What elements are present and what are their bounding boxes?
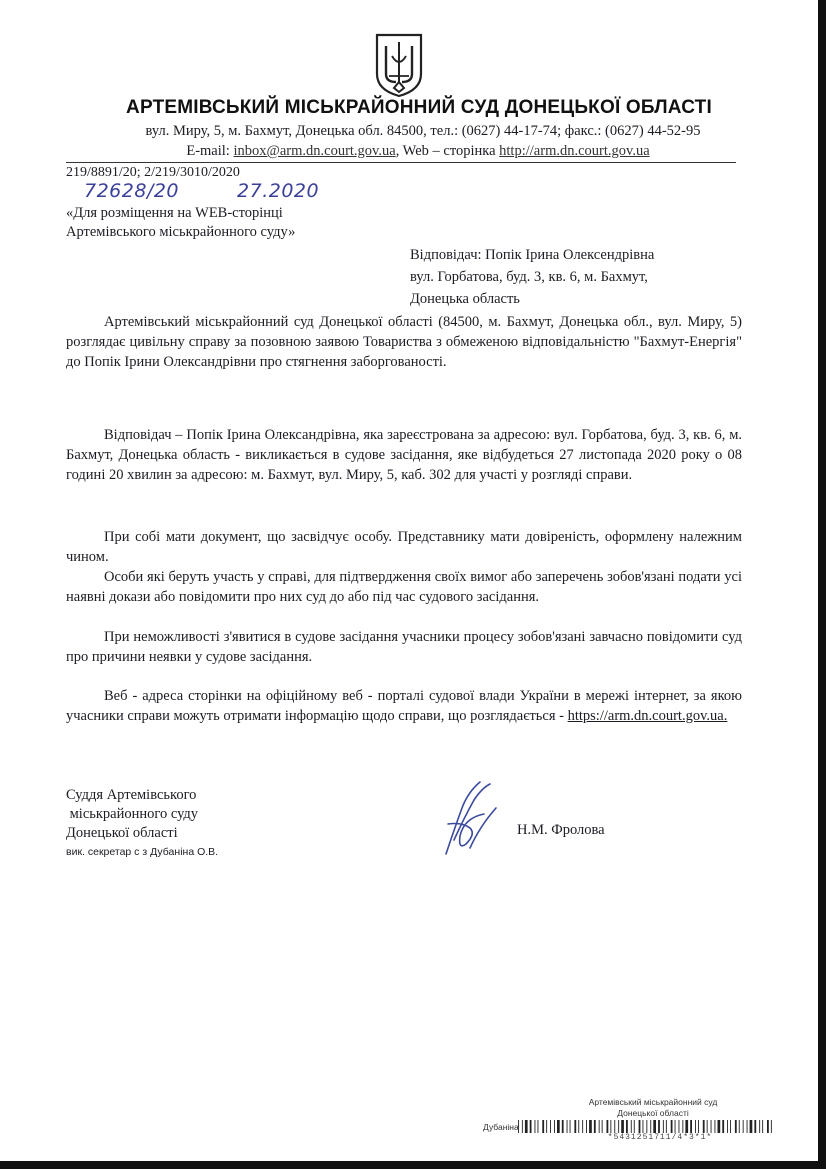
barcode-icon [518, 1120, 774, 1133]
stamp-line: Артемівський міськрайонний суд [588, 1097, 718, 1107]
judiciary-portal-link[interactable]: https://arm.dn.court.gov.ua. [567, 708, 728, 724]
body-paragraph: Відповідач – Попік Ірина Олександрівна, яка зареєстрована за адресою: вул. Горбатова, буд. 3, кв. 6, м. Бахмут, Донецька область - викликається в судове засідання, яке відбудеться 27 листопада 2020 року о 08 годині 20 хвилин за адресою: м. Бахмут, вул. Миру, 5, каб. 302 для участі у розгляді справи. [66, 427, 742, 483]
recipient-line: Донецька область [410, 291, 520, 307]
judge-title-line: Донецької області [66, 825, 178, 841]
recipient-block [410, 244, 654, 310]
court-stamp [578, 1097, 728, 1119]
body-paragraph: При собі мати документ, що засвідчує особу. Представнику мати довіреність, оформлену належним чином. [66, 529, 742, 565]
body-paragraph: При неможливості з'явитися в судове засідання учасники процесу зобов'язані завчасно повідомити суд про причини неявки у судове засідання. [66, 629, 742, 665]
barcode-label: Дубаніна [483, 1122, 519, 1132]
header-divider [66, 162, 736, 163]
executor-note: вик. секретар с з Дубаніна О.В. [66, 846, 219, 858]
web-address-text: Веб - адреса сторінки на офіційному веб - порталі судової влади України в мережі інтернет, за якою учасники справи можуть отримати інформацію щодо справи, що розглядається - [66, 688, 742, 724]
web-note-line: Артемівського міськрайонного суду» [66, 224, 296, 240]
handwritten-signature-icon [440, 778, 502, 858]
email-link[interactable]: inbox@arm.dn.court.gov.ua [233, 143, 396, 159]
court-name: АРТЕМІВСЬКИЙ МІСЬКРАЙОННИЙ СУД ДОНЕЦЬКОЇ ОБЛАСТІ [126, 97, 712, 118]
barcode-number: *5431251711/4*3*1* [607, 1133, 713, 1142]
judge-title-line: Суддя Артемівського [66, 787, 197, 803]
stamp-line: Донецької області [617, 1108, 689, 1118]
case-number: 219/8891/20; 2/219/3010/2020 [66, 165, 240, 180]
body-paragraph [66, 686, 742, 726]
web-note-line: «Для розміщення на WEB-сторінці [66, 205, 283, 221]
scan-edge-right [818, 0, 826, 1169]
court-contacts [0, 143, 826, 160]
handwritten-registration [84, 180, 319, 202]
body-paragraph: Особи які беруть участь у справі, для підтвердження своїх вимог або заперечень зобов'язані подати усі наявні докази або повідомити про них суд до або під час судового засідання. [66, 569, 742, 605]
body-paragraph: Артемівський міськрайонний суд Донецької області (84500, м. Бахмут, Донецька обл., вул. Миру, 5) розглядає цивільну справу за позовною заявою Товариства з обмеженою відповідальністю "Бахмут-Енергія" до Попік Ірини Олександрівни про стягнення заборгованості. [66, 314, 742, 370]
web-label: , Web – сторінка [395, 143, 500, 159]
web-publication-note [66, 204, 295, 242]
recipient-line: Відповідач: Попік Ірина Олексендрівна [410, 247, 655, 263]
signature-block [66, 786, 218, 862]
email-label: E-mail: [186, 143, 234, 159]
website-link[interactable]: http://arm.dn.court.gov.ua [499, 143, 650, 159]
handwritten-date: 27.2020 [237, 180, 320, 202]
court-address: вул. Миру, 5, м. Бахмут, Донецька обл. 84500, тел.: (0627) 44-17-74; факс.: (0627) 44-52-95 [145, 123, 701, 139]
coat-of-arms-icon [374, 32, 424, 98]
judge-name: Н.М. Фролова [517, 822, 605, 838]
judge-title-line: міськрайонного суду [66, 806, 199, 822]
recipient-line: вул. Горбатова, буд. 3, кв. 6, м. Бахмут, [410, 269, 648, 285]
scan-edge-bottom [0, 1161, 826, 1169]
handwritten-reg-number: 72628/20 [84, 180, 180, 202]
